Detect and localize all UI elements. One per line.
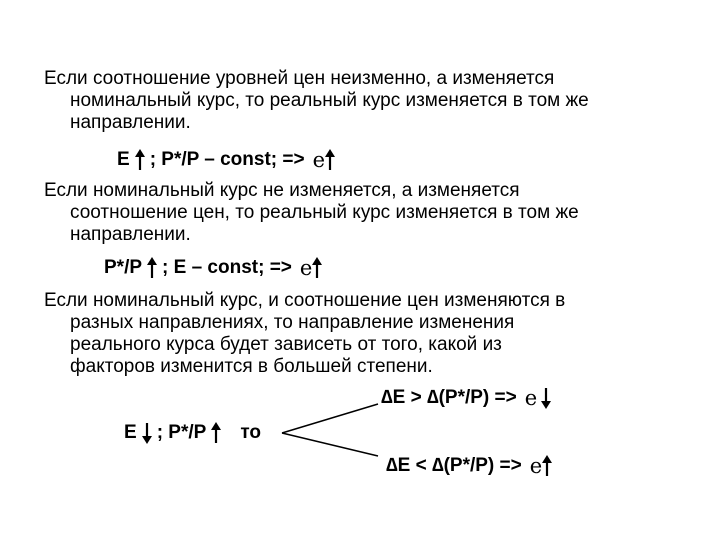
paragraph-1 [44, 68, 589, 134]
paragraph-1-line-3: направлении. [70, 112, 191, 133]
arrow-up-icon [145, 257, 159, 279]
formula-3-then: то [240, 422, 261, 443]
branch-lower [386, 454, 557, 478]
branch-line-lower [282, 433, 378, 456]
paragraph-3-line-2: разных направлениях, то направление изменения [70, 312, 515, 333]
paragraph-3 [44, 290, 565, 378]
formula-3-ratio: ; P*/P [156, 422, 207, 443]
branch-upper [381, 386, 556, 410]
arrow-up-icon [133, 149, 147, 171]
paragraph-3-line-4: факторов изменится в большей степени. [70, 356, 433, 377]
branch-lines [278, 400, 388, 460]
branch-line-upper [282, 404, 378, 433]
formula-2-rest: ; E – const; => [162, 257, 292, 278]
arrow-up-icon [323, 149, 337, 171]
branch-upper-real-rate: e [524, 386, 538, 410]
formula-1-e-label: E [117, 149, 130, 170]
formula-2 [104, 256, 327, 280]
formula-2-ratio-label: P*/P [104, 257, 143, 278]
arrow-down-icon [539, 387, 553, 409]
paragraph-2-line-2: соотношение цен, то реальный курс изменяется в том же [70, 202, 579, 223]
branch-upper-condition: ∆E > ∆(P*/P) => [381, 387, 517, 408]
formula-2-real-rate: e [299, 256, 313, 280]
arrow-down-icon [140, 422, 154, 444]
paragraph-1-line-2: номинальный курс, то реальный курс изменяется в том же [70, 90, 589, 111]
paragraph-2-line-1: Если номинальный курс не изменяется, а изменяется [44, 180, 520, 201]
formula-1-real-rate: e [312, 148, 326, 172]
paragraph-2-line-3: направлении. [70, 224, 191, 245]
paragraph-3-line-3: реального курса будет зависеть от того, какой из [70, 334, 502, 355]
formula-3 [124, 422, 261, 444]
branch-lower-condition: ∆E < ∆(P*/P) => [386, 455, 522, 476]
arrow-up-icon [540, 455, 554, 477]
formula-1-rest: ; P*/P – const; => [149, 149, 305, 170]
arrow-up-icon [310, 257, 324, 279]
paragraph-3-line-1: Если номинальный курс, и соотношение цен изменяются в [44, 290, 566, 311]
paragraph-1-line-1: Если соотношение уровней цен неизменно, а изменяется [44, 68, 555, 89]
formula-1 [117, 148, 340, 172]
branch-lower-real-rate: e [529, 454, 543, 478]
formula-3-e-label: E [124, 422, 137, 443]
paragraph-2 [44, 180, 579, 246]
arrow-up-icon [209, 422, 223, 444]
